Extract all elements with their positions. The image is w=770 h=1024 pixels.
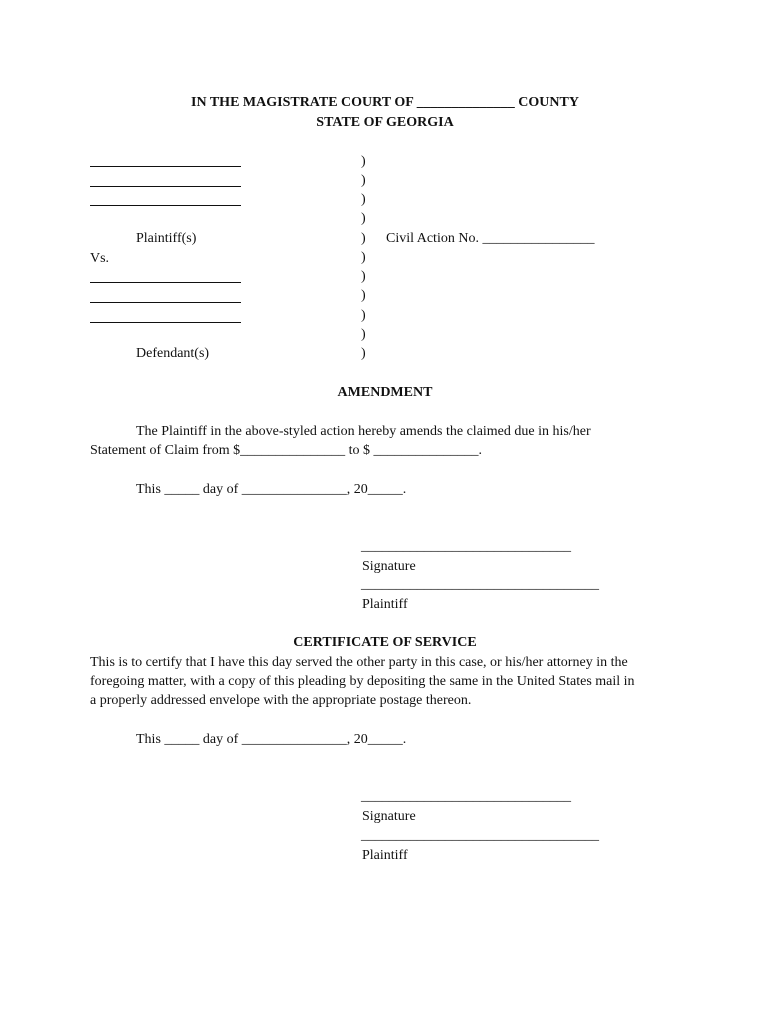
amendment-title: AMENDMENT (337, 385, 433, 400)
amendment-signature-line: ______________________________ (361, 539, 571, 554)
caption-paren: ) (361, 327, 366, 342)
defendant-label: Defendant(s) (136, 346, 210, 361)
state-heading: STATE OF GEORGIA (316, 115, 454, 130)
defendant-name-line-3 (90, 322, 241, 323)
amendment-signature-label: Signature (362, 559, 416, 574)
versus-label: Vs. (90, 251, 110, 266)
plaintiff-name-line-1 (90, 166, 241, 167)
caption-paren: ) (361, 288, 366, 303)
amendment-body-line-2: Statement of Claim from $_______________ to $ _______________. (90, 443, 482, 458)
caption-paren: ) (361, 192, 366, 207)
certificate-body-line-3: a properly addressed envelope with the appropriate postage thereon. (90, 693, 472, 708)
caption-paren: ) (361, 231, 366, 246)
caption-paren: ) (361, 308, 366, 323)
amendment-date-line: This _____ day of _______________, 20_____. (136, 482, 407, 497)
court-heading: IN THE MAGISTRATE COURT OF ______________ COUNTY (191, 95, 579, 110)
caption-paren: ) (361, 173, 366, 188)
certificate-plaintiff-label: Plaintiff (362, 848, 408, 863)
caption-paren: ) (361, 250, 366, 265)
caption-paren: ) (361, 154, 366, 169)
civil-action-number: Civil Action No. ________________ (386, 231, 595, 246)
certificate-signature-line: ______________________________ (361, 789, 571, 804)
certificate-title: CERTIFICATE OF SERVICE (293, 635, 477, 650)
certificate-body-line-1: This is to certify that I have this day served the other party in this case, or his/her attorney in the (90, 655, 628, 670)
certificate-plaintiff-line: __________________________________ (361, 828, 599, 843)
amendment-plaintiff-line: __________________________________ (361, 577, 599, 592)
amendment-plaintiff-label: Plaintiff (362, 597, 408, 612)
certificate-date-line: This _____ day of _______________, 20_____. (136, 732, 407, 747)
plaintiff-name-line-3 (90, 205, 241, 206)
amendment-body-line-1: The Plaintiff in the above-styled action hereby amends the claimed due in his/her (136, 424, 591, 439)
defendant-name-line-1 (90, 282, 241, 283)
caption-paren: ) (361, 346, 366, 361)
caption-paren: ) (361, 269, 366, 284)
defendant-name-line-2 (90, 302, 241, 303)
certificate-body-line-2: foregoing matter, with a copy of this pleading by depositing the same in the United States mail in (90, 674, 635, 689)
plaintiff-name-line-2 (90, 186, 241, 187)
certificate-signature-label: Signature (362, 809, 416, 824)
plaintiff-label: Plaintiff(s) (136, 231, 197, 246)
caption-paren: ) (361, 211, 366, 226)
